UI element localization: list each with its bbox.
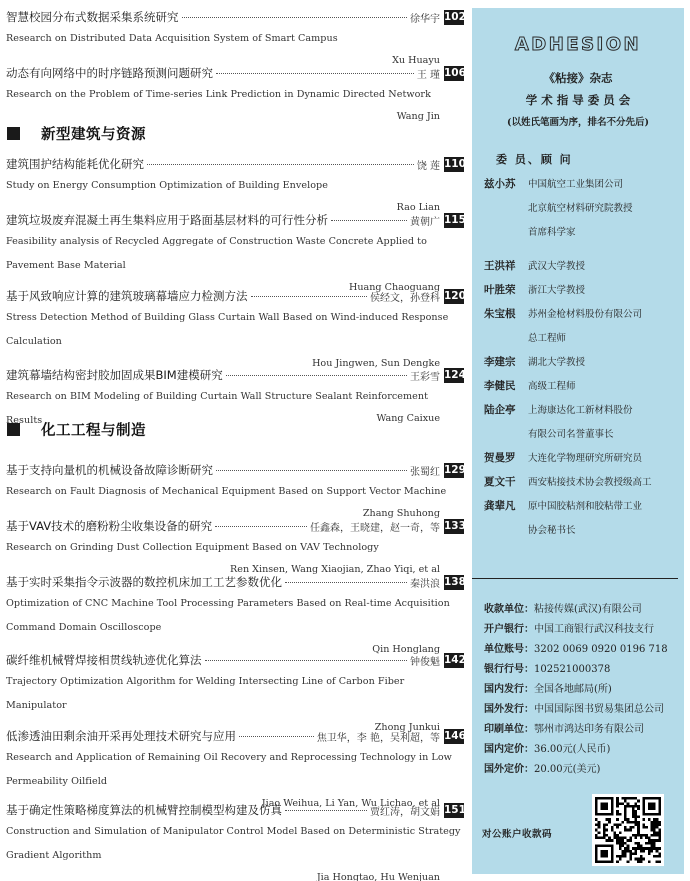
member-affiliation: 湖北大学教授 (528, 357, 586, 368)
member-affiliation: 首席科学家 (528, 227, 576, 238)
publishing-row (484, 760, 600, 775)
article-cn-line (6, 651, 464, 669)
article-title-cn[interactable]: 基于实时采集指令示波器的数控机床加工工艺参数优化 (6, 575, 282, 589)
article-authors-en: Jia Hongtao, Hu Wenjuan (316, 872, 440, 881)
article-authors-cn: 秦洪浪 (410, 578, 440, 590)
article-cn-line (6, 211, 464, 229)
publishing-value: 鄂州市鸿达印务有限公司 (534, 724, 644, 735)
publishing-value: 粘接传媒(武汉)有限公司 (534, 604, 642, 615)
publishing-value: 中国工商银行武汉科技支行 (534, 624, 654, 635)
section-title: 化工工程与制造 (41, 423, 146, 439)
article-title-en: Trajectory Optimization Algorithm for Welding Intersecting Line of Carbon Fiber Manipulator (6, 676, 405, 711)
leader-dots (182, 9, 408, 18)
committee-title: 学 术 指 导 委 员 会 (525, 93, 631, 107)
leader-dots (216, 65, 414, 74)
article-title-cn[interactable]: 基于风致响应计算的建筑玻璃幕墙应力检测方法 (6, 289, 248, 303)
article-cn-line (6, 366, 464, 384)
article-entry (6, 461, 464, 523)
article-title-en: Research on BIM Modeling of Building Curtain Wall Structure Sealant Reinforcement Results (6, 391, 429, 426)
article-cn-line (6, 8, 464, 26)
article-cn-line (6, 155, 464, 173)
leader-dots (215, 518, 307, 527)
article-cn-line (6, 517, 464, 535)
publishing-value: 36.00元(人民币) (534, 744, 611, 755)
publishing-row (484, 740, 610, 755)
article-title-cn[interactable]: 基于VAV技术的磨粉粉尘收集设备的研究 (6, 519, 213, 533)
article-title-cn[interactable]: 智慧校园分布式数据采集系统研究 (6, 10, 179, 24)
article-authors-cn: 王 瑾 (416, 69, 440, 81)
member-affiliation: 大连化学物理研究所研究员 (528, 453, 643, 464)
publishing-label: 单位账号： (484, 644, 534, 655)
article-title-cn[interactable]: 建筑幕墙结构密封胶加固成果BIM建模研究 (6, 368, 223, 382)
publishing-label: 印刷单位： (484, 724, 534, 735)
article-entry (6, 366, 464, 428)
article-title-cn[interactable]: 低渗透油田剩余油开采再处理技术研究与应用 (6, 729, 236, 743)
article-title-en: Research and Application of Remaining Oil Recovery and Reprocessing Technology in Low Permeability Oilfield (6, 752, 452, 787)
publishing-row (484, 660, 610, 675)
member-affiliation: 苏州金枪材料股份有限公司 (528, 309, 643, 320)
member-affiliation: 原中国胶粘剂和胶粘带工业 (528, 501, 643, 512)
publishing-row (484, 700, 664, 715)
article-title-cn[interactable]: 建筑垃圾废弃混凝土再生集料应用于路面基层材料的可行性分析 (6, 213, 328, 227)
panel-divider (472, 578, 678, 579)
article-authors-cn: 张蜀红 (410, 466, 440, 478)
article-authors-en: Wang Jin (396, 111, 440, 122)
article-cn-line (6, 287, 464, 305)
article-entry (6, 211, 464, 297)
article-authors-cn: 任鑫森，王晓建，赵一奇，等 (310, 522, 440, 534)
article-authors-en: Wang Caixue (376, 413, 440, 424)
leader-dots (251, 288, 368, 297)
publishing-label: 国内定价： (484, 744, 534, 755)
article-entry (6, 8, 464, 70)
qr-caption: 对公账户收款码 (482, 829, 553, 840)
publishing-label: 收款单位： (484, 604, 534, 615)
article-authors-en: Zhang Shuhong (362, 508, 440, 519)
article-authors-en: Xu Huayu (392, 55, 440, 66)
payment-qr-code (592, 794, 664, 866)
member-affiliation: 上海康达化工新材料股份 (528, 405, 633, 416)
article-entry (6, 155, 464, 217)
article-cn-line (6, 64, 464, 82)
member-affiliation: 协会秘书长 (528, 525, 576, 536)
member-name: 叶胜荣 (484, 284, 516, 296)
member-name: 李健民 (484, 380, 516, 392)
leader-dots (216, 462, 407, 471)
article-authors-cn: 钟俊魁 (410, 656, 440, 668)
member-affiliation: 西安粘接技术协会教授级高工 (528, 477, 652, 488)
member-name: 贺曼罗 (484, 452, 516, 464)
member-name: 李建宗 (484, 356, 516, 368)
publishing-row (484, 720, 644, 735)
publishing-label: 银行行号： (484, 664, 534, 675)
article-title-cn[interactable]: 基于确定性策略梯度算法的机械臂控制模型构建及仿真 (6, 803, 282, 817)
section-square-icon (7, 127, 20, 140)
page-number-badge[interactable]: 129 (444, 463, 466, 476)
article-title-cn[interactable]: 动态有向网络中的时序链路预测问题研究 (6, 66, 213, 80)
section-header (7, 123, 146, 144)
article-entry (6, 517, 464, 579)
publishing-value: 20.00元(美元) (534, 764, 601, 775)
member-affiliation: 总工程师 (528, 333, 567, 344)
committee-panel (472, 8, 684, 874)
article-cn-line (6, 461, 464, 479)
committee-note: (以姓氏笔画为序，排名不分先后) (507, 117, 649, 128)
article-entry (6, 801, 464, 881)
page-number-badge[interactable]: 120 (444, 289, 466, 302)
publishing-label: 国外定价： (484, 764, 534, 775)
article-title-en: Research on Grinding Dust Collection Equipment Based on VAV Technology (6, 542, 379, 553)
article-cn-line (6, 573, 464, 591)
article-title-en: Research on the Problem of Time-series Link Prediction in Dynamic Directed Network (6, 89, 431, 100)
article-authors-en: Rao Lian (396, 202, 440, 213)
publishing-row (484, 680, 612, 695)
article-authors-cn: 贾红涛，胡文娟 (370, 806, 440, 818)
article-authors-cn: 徐华宇 (410, 13, 440, 25)
publishing-label: 国内发行： (484, 684, 534, 695)
page-number-badge[interactable]: 146 (444, 729, 466, 742)
publishing-label: 开户银行： (484, 624, 534, 635)
page-number-badge[interactable]: 106 (444, 66, 466, 79)
member-affiliation: 中国航空工业集团公司 (528, 179, 624, 190)
article-authors-cn: 侯经文，孙登科 (370, 292, 440, 304)
article-title-en: Research on Distributed Data Acquisition System of Smart Campus (6, 33, 338, 44)
article-authors-cn: 黄朝广 (410, 216, 440, 228)
article-authors-cn: 王彩雪 (410, 371, 440, 383)
leader-dots (285, 574, 407, 583)
article-authors-cn: 焦卫华，李 艳，吴利超，等 (316, 732, 440, 744)
publishing-label: 国外发行： (484, 704, 534, 715)
member-affiliation: 有限公司名誉董事长 (528, 429, 614, 440)
journal-name: 《粘接》杂志 (543, 71, 613, 85)
members-heading: 委 员、顾 问 (496, 153, 573, 166)
leader-dots (147, 156, 414, 165)
article-title-en: Study on Energy Consumption Optimization of Building Envelope (6, 180, 328, 191)
page-number-badge[interactable]: 102 (444, 10, 466, 23)
article-authors-en: Qin Honglang (372, 644, 440, 655)
article-title-cn[interactable]: 基于支持向量机的机械设备故障诊断研究 (6, 463, 213, 477)
page-number-badge[interactable]: 142 (444, 653, 466, 666)
publishing-row (484, 600, 642, 615)
article-authors-en: Ren Xinsen, Wang Xiaojian, Zhao Yiqi, et al (230, 564, 440, 575)
journal-logo: ADHESION (514, 34, 642, 55)
article-title-en: Feasibility analysis of Recycled Aggregate of Construction Waste Concrete Applied to Pavement Base Material (6, 236, 427, 271)
leader-dots (205, 652, 408, 661)
member-affiliation: 浙江大学教授 (528, 285, 586, 296)
article-title-en: Stress Detection Method of Building Glass Curtain Wall Based on Wind-induced Response Calculation (6, 312, 449, 347)
leader-dots (226, 367, 407, 376)
article-authors-en: Hou Jingwen, Sun Dengke (312, 358, 440, 369)
member-affiliation: 北京航空材料研究院教授 (528, 203, 633, 214)
publishing-row (484, 640, 668, 655)
article-entry (6, 573, 464, 659)
page-number-badge[interactable]: 133 (444, 519, 466, 532)
publishing-row (484, 620, 654, 635)
member-affiliation: 武汉大学教授 (528, 261, 586, 272)
article-entry (6, 64, 464, 126)
member-name: 陆企亭 (484, 404, 516, 416)
article-title-en: Construction and Simulation of Manipulator Control Model Based on Deterministic Strategy Gradient Algorithm (6, 826, 461, 861)
publishing-value: 102521000378 (534, 664, 611, 675)
leader-dots (239, 728, 314, 737)
article-authors-en: Jiao Weihua, Li Yan, Wu Lichao, et al (261, 798, 440, 809)
article-authors-cn: 饶 莲 (416, 160, 440, 172)
article-entry (6, 287, 464, 373)
article-cn-line (6, 801, 464, 819)
publishing-value: 中国国际图书贸易集团总公司 (534, 704, 664, 715)
publishing-value: 3202 0069 0920 0196 718 (534, 644, 668, 655)
article-title-en: Optimization of CNC Machine Tool Processing Parameters Based on Real-time Acquisition Command Domain Oscilloscope (6, 598, 450, 633)
publishing-value: 全国各地邮局(所) (534, 684, 612, 695)
article-title-cn[interactable]: 碳纤维机械臂焊接相贯线轨迹优化算法 (6, 653, 202, 667)
leader-dots (331, 212, 407, 221)
member-name: 朱宝根 (484, 308, 516, 320)
article-authors-en: Huang Chaoguang (348, 282, 440, 293)
leader-dots (285, 802, 367, 811)
page-number-badge[interactable]: 124 (444, 368, 466, 381)
page-number-badge[interactable]: 115 (444, 213, 466, 226)
article-cn-line (6, 727, 464, 745)
member-name: 王洪祥 (484, 260, 516, 272)
article-entry (6, 651, 464, 737)
article-title-cn[interactable]: 建筑围护结构能耗优化研究 (6, 157, 144, 171)
member-name: 夏文干 (484, 476, 516, 488)
member-name: 兹小苏 (484, 178, 516, 190)
page-number-badge[interactable]: 110 (444, 157, 466, 170)
article-title-en: Research on Fault Diagnosis of Mechanical Equipment Based on Support Vector Machine (6, 486, 447, 497)
member-affiliation: 高级工程师 (528, 381, 576, 392)
member-name: 龚辈凡 (484, 500, 516, 512)
article-authors-en: Zhong Junkui (374, 722, 440, 733)
section-title: 新型建筑与资源 (41, 127, 146, 143)
page-number-badge[interactable]: 151 (444, 803, 466, 816)
page-number-badge[interactable]: 138 (444, 575, 466, 588)
